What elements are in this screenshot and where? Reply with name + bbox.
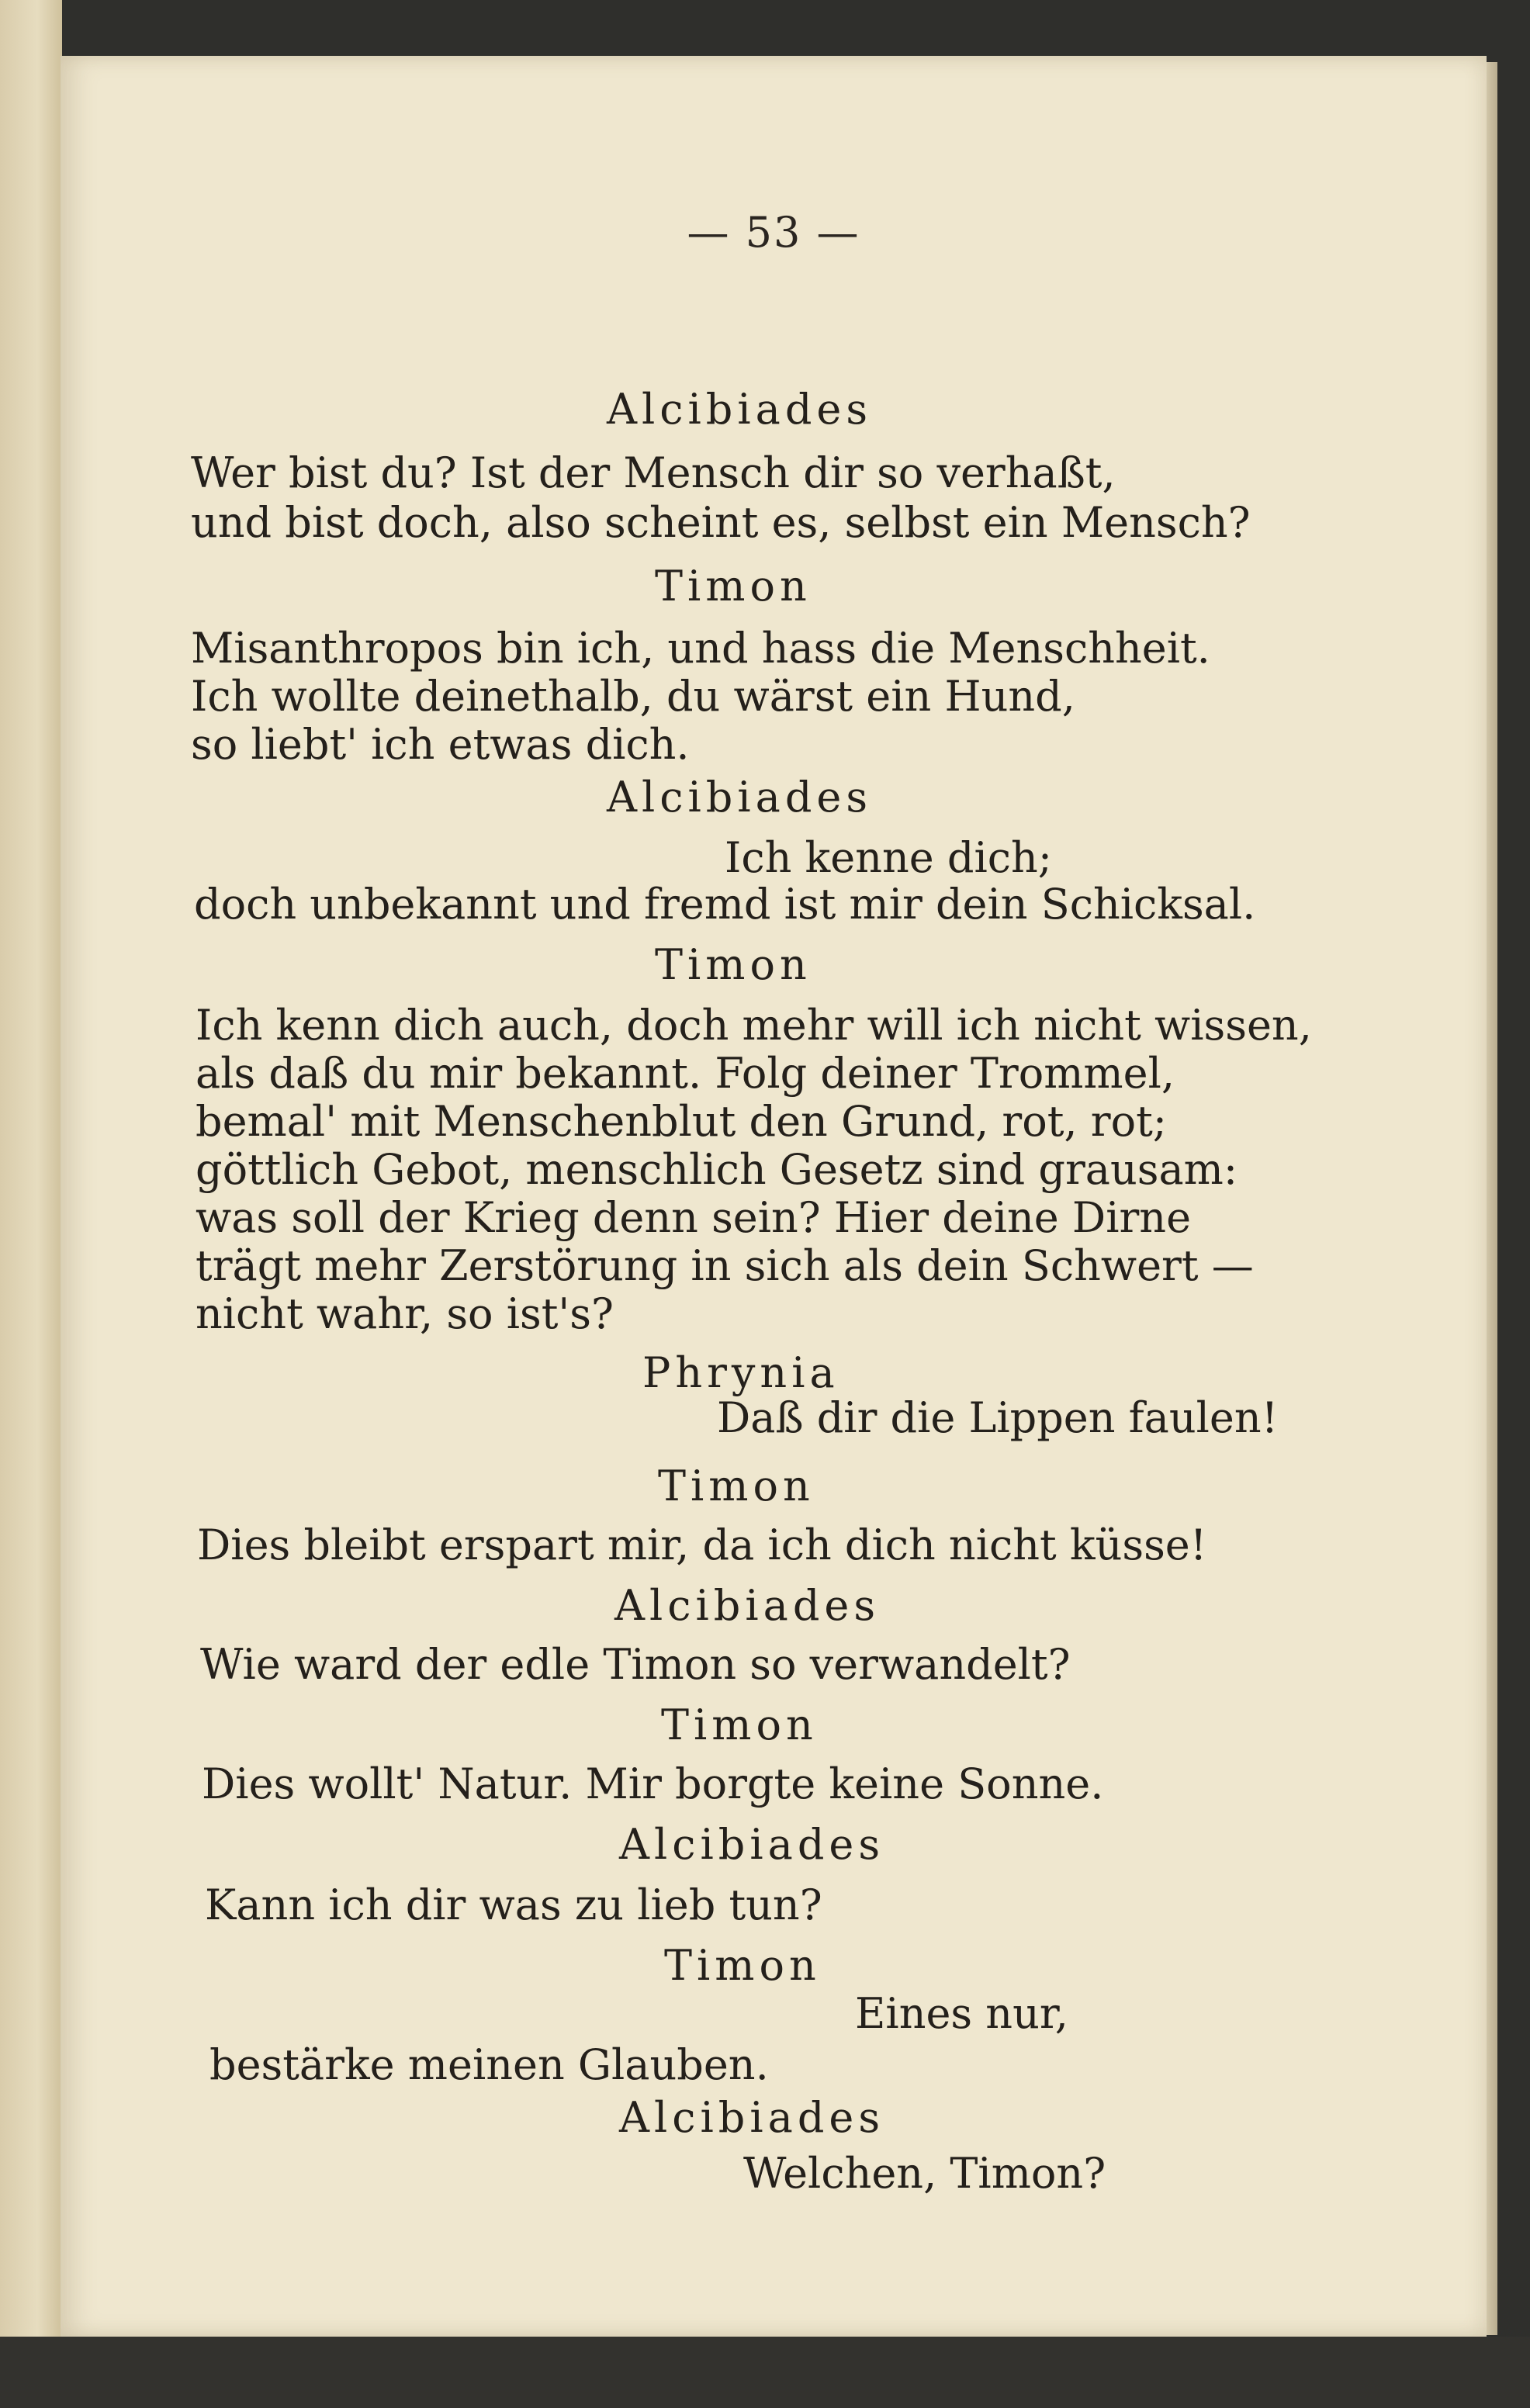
speaker-name: Timon (661, 1700, 818, 1749)
verse-line: was soll der Krieg denn sein? Hier deine Dirne (196, 1193, 1192, 1242)
speaker-name: Alcibiades (607, 385, 873, 434)
verse-line: Ich kenn dich auch, doch mehr will ich nicht wissen, (196, 1001, 1312, 1050)
verse-line: Eines nur, (855, 1989, 1068, 2038)
verse-line: bestärke meinen Glauben. (209, 2040, 769, 2089)
verse-line: so liebt' ich etwas dich. (191, 720, 690, 769)
speaker-name: Alcibiades (619, 1820, 885, 1869)
verse-line: Welchen, Timon? (743, 2149, 1106, 2198)
verse-line: Dies bleibt erspart mir, da ich dich nicht küsse! (197, 1521, 1207, 1569)
verse-line: Daß dir die Lippen faulen! (717, 1393, 1279, 1442)
verse-line: Ich kenne dich; (725, 833, 1052, 882)
verse-line: und bist doch, also scheint es, selbst ein Mensch? (191, 498, 1251, 547)
verse-line: nicht wahr, so ist's? (196, 1289, 614, 1338)
verse-line: Kann ich dir was zu lieb tun? (205, 1880, 822, 1929)
speaker-name: Alcibiades (614, 1581, 881, 1630)
book-spine (0, 0, 62, 2408)
verse-line: doch unbekannt und fremd ist mir dein Schicksal. (194, 880, 1256, 929)
speaker-name: Timon (655, 562, 812, 611)
verse-line: Dies wollt' Natur. Mir borgte keine Sonne. (202, 1759, 1104, 1808)
speaker-name: Timon (655, 940, 812, 989)
verse-line: Wie ward der edle Timon so verwandelt? (200, 1640, 1071, 1689)
speaker-name: Phrynia (642, 1348, 839, 1397)
verse-line: Wer bist du? Ist der Mensch dir so verhaßt, (191, 448, 1116, 497)
verse-line: Misanthropos bin ich, und hass die Menschheit. (191, 624, 1210, 673)
page-number: — 53 — (687, 208, 860, 257)
verse-line: als daß du mir bekannt. Folg deiner Trommel, (196, 1049, 1175, 1098)
speaker-name: Timon (658, 1462, 815, 1510)
verse-line: göttlich Gebot, menschlich Gesetz sind grausam: (196, 1145, 1238, 1194)
verse-line: Ich wollte deinethalb, du wärst ein Hund, (191, 672, 1075, 721)
verse-line: trägt mehr Zerstörung in sich als dein Schwert — (196, 1241, 1254, 1290)
verse-line: bemal' mit Menschenblut den Grund, rot, rot; (196, 1097, 1167, 1146)
speaker-name: Alcibiades (607, 773, 873, 822)
book-page (61, 56, 1487, 2337)
background-strip (0, 2337, 1530, 2408)
speaker-name: Alcibiades (619, 2093, 885, 2142)
speaker-name: Timon (664, 1941, 821, 1990)
